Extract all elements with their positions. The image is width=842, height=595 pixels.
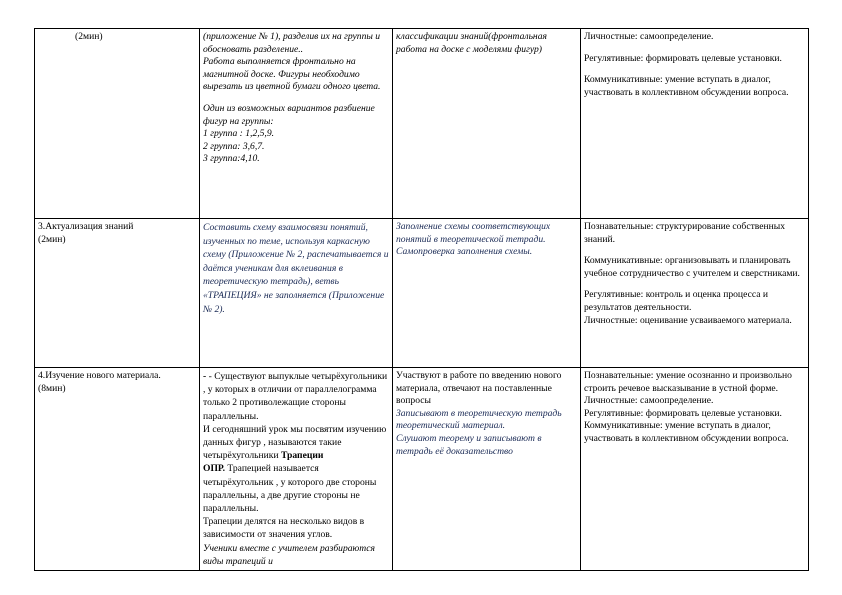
teacher-text: Трапеции делятся на несколько видов в зависимости от значения углов. bbox=[203, 516, 365, 541]
teacher-activity-cell bbox=[200, 368, 393, 571]
teacher-text: (приложение № 1), разделив их на группы и обосновать разделение.. bbox=[203, 31, 381, 55]
uud-text: Регулятивные: контроль и оценка процесса и результатов деятельности. bbox=[584, 289, 768, 313]
table-row bbox=[35, 219, 809, 368]
stage-time: (2мин) bbox=[75, 31, 103, 42]
uud-text: Познавательные: умение осознанно и произвольно строить речевое высказывание в устной форме. bbox=[584, 370, 792, 394]
student-text: Записывают в теоретическую тетрадь теоретический материал. bbox=[396, 407, 562, 432]
teacher-activity-cell bbox=[200, 29, 393, 219]
teacher-definition: ОПР. Трапецией называется четырёхугольник , у которого две стороны параллельны, а две другие стороны не параллельны. bbox=[203, 463, 377, 515]
teacher-text: Работа выполняется фронтально на магнитной доске. Фигуры необходимо вырезать из цветной бумаги одного цвета. bbox=[203, 56, 381, 93]
uud-cell bbox=[581, 29, 809, 219]
teacher-text: Ученики вместе с учителем разбираются виды трапеций и bbox=[203, 542, 375, 567]
student-activity-cell bbox=[393, 29, 581, 219]
uud-cell bbox=[581, 219, 809, 368]
student-text: Заполнение схемы соответствующих понятий в теоретической тетради. bbox=[396, 221, 551, 245]
stage-cell bbox=[35, 368, 200, 571]
teacher-text: Один из возможных вариантов разбиение фигур на группы: bbox=[203, 102, 375, 127]
teacher-text: Составить схему взаимосвязи понятий, изученных по теме, используя каркасную схему (Приложение № 2, распечатывается и даётся ученикам для вклеивания в теоретическую тетрадь), ветвь «ТРАПЕЦИЯ» не заполняется (Приложение № 2). bbox=[203, 222, 389, 315]
student-activity-cell bbox=[393, 219, 581, 368]
student-text: Самопроверка заполнения схемы. bbox=[396, 246, 533, 258]
stage-time: (2мин) bbox=[38, 233, 66, 245]
table-row bbox=[35, 368, 809, 571]
student-text: Участвуют в работе по введению нового материала, отвечают на поставленные вопросы bbox=[396, 370, 562, 407]
teacher-text: - - Существуют выпуклые четырёхугольники , у которых в отличии от параллелограмма только 2 противолежащие стороны параллельны. bbox=[203, 371, 388, 422]
table-row bbox=[35, 29, 809, 219]
student-text: классификации знаний(фронтальная работа на доске с моделями фигур) bbox=[396, 31, 547, 55]
uud-text: Коммуникативные: умение вступать в диалог, участвовать в коллективном обсуждении вопроса. bbox=[584, 74, 789, 98]
stage-time: (8мин) bbox=[38, 382, 66, 394]
uud-text: Личностные: самоопределение. bbox=[584, 31, 714, 42]
teacher-text: 1 группа : 1,2,5,9. bbox=[203, 128, 275, 140]
lesson-plan-table bbox=[34, 28, 809, 571]
uud-text: Личностные: самоопределение. bbox=[584, 395, 714, 407]
uud-cell bbox=[581, 368, 809, 571]
uud-text: Регулятивные: формировать целевые установки. bbox=[584, 407, 782, 419]
stage-title: 3.Актуализация знаний bbox=[38, 221, 134, 232]
teacher-text: 3 группа:4,10. bbox=[203, 153, 260, 165]
stage-cell bbox=[35, 219, 200, 368]
student-text: Слушают теорему и записывают в тетрадь её доказательство bbox=[396, 432, 542, 457]
uud-text: Регулятивные: формировать целевые установки. bbox=[584, 52, 782, 64]
teacher-text: 2 группа: 3,6,7. bbox=[203, 140, 265, 152]
stage-cell bbox=[35, 29, 200, 219]
teacher-activity-cell bbox=[200, 219, 393, 368]
teacher-text: И сегодняшний урок мы посвятим изучению данных фигур , называются такие четырёхугольники Трапеции bbox=[203, 423, 387, 462]
uud-text: Коммуникативные: умение вступать в диалог, участвовать в коллективном обсуждении вопроса. bbox=[584, 420, 789, 444]
stage-title: 4.Изучение нового материала. bbox=[38, 370, 161, 381]
uud-text: Коммуникативные: организовывать и планировать учебное сотрудничество с учителем и сверстниками. bbox=[584, 255, 800, 279]
uud-text: Личностные: оценивание усваиваемого материала. bbox=[584, 314, 792, 326]
student-activity-cell bbox=[393, 368, 581, 571]
uud-text: Познавательные: структурирование собственных знаний. bbox=[584, 221, 786, 245]
